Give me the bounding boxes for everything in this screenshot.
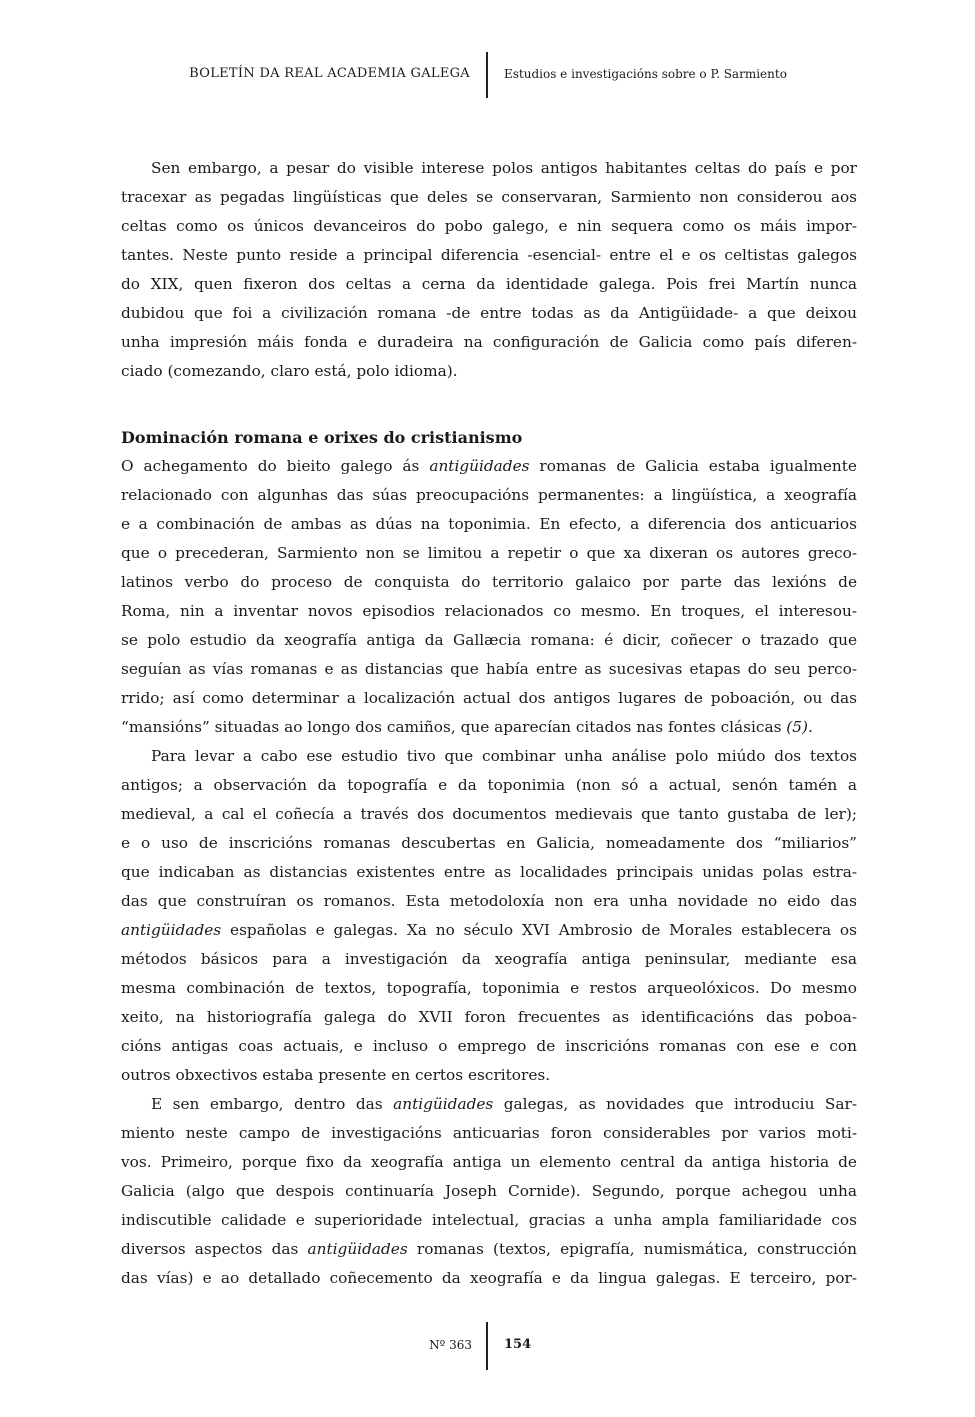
text-line: das que construíran os romanos. Esta metodoloxía non era unha novidade no eido das	[121, 892, 857, 910]
text-line: cións antigas coas actuais, e incluso o emprego de inscricións romanas con ese e con	[121, 1037, 857, 1055]
text-line: miento neste campo de investigacións anticuarias foron considerables por varios moti-	[121, 1124, 857, 1142]
text-line: Roma, nin a inventar novos episodios relacionados co mesmo. En troques, el interesou-	[121, 602, 857, 620]
text-line: das vías) e ao detallado coñecemento da xeografía e da lingua galegas. E terceiro, por-	[121, 1269, 857, 1287]
issue-number: Nº 363	[429, 1338, 472, 1352]
text-line: que o precederan, Sarmiento non se limitou a repetir o que xa dixeran os autores greco-	[121, 544, 857, 562]
text-line: e o uso de inscricións romanas descubertas en Galicia, nomeadamente dos “miliarios”	[121, 834, 857, 852]
italic-term: antigüidades	[393, 1095, 494, 1113]
text-line: do XIX, quen fixeron dos celtas a cerna da identidade galega. Pois frei Martín nunca	[121, 275, 857, 293]
section-heading: Dominación romana e orixes do cristianismo	[121, 428, 523, 447]
italic-term: antigüidades	[429, 457, 530, 475]
text-line: outros obxectivos estaba presente en certos escritores.	[121, 1066, 551, 1084]
text-line: vos. Primeiro, porque fixo da xeografía antiga un elemento central da antiga historia de	[121, 1153, 857, 1171]
text-line: métodos básicos para a investigación da xeografía antiga peninsular, mediante esa	[121, 950, 857, 968]
footer-divider	[486, 1322, 488, 1370]
text-line: E sen embargo, dentro das antigüidades galegas, as novidades que introduciu Sar-	[151, 1095, 857, 1113]
header-divider	[486, 52, 488, 98]
journal-title: BOLETÍN DA REAL ACADEMIA GALEGA	[189, 66, 470, 81]
text-line: rrido; así como determinar a localización actual dos antigos lugares de poboación, ou das	[121, 689, 857, 707]
text-line: diversos aspectos das antigüidades romanas (textos, epigrafía, numismática, construcción	[121, 1240, 858, 1258]
body-text	[121, 154, 857, 1293]
text-line: tantes. Neste punto reside a principal diferencia -esencial- entre el e os celtistas galegos	[121, 246, 857, 264]
italic-term: antigüidades	[307, 1240, 408, 1258]
page-footer	[0, 1322, 975, 1372]
text-line: medieval, a cal el coñecía a través dos documentos medievais que tanto gustaba de ler);	[121, 805, 857, 823]
text-line: O achegamento do bieito galego ás antigüidades romanas de Galicia estaba igualmente	[121, 457, 857, 475]
text-line: mesma combinación de textos, topografía, toponimia e restos arqueolóxicos. Do mesmo	[121, 979, 857, 997]
text-line: “mansións” situadas ao longo dos camiños, que aparecían citados nas fontes clásicas (5).	[121, 718, 813, 736]
text-line: antigos; a observación da topografía e da toponimia (non só a actual, senón tamén a	[121, 776, 857, 794]
text-line: unha impresión máis fonda e duradeira na configuración de Galicia como país diferen-	[121, 333, 857, 351]
text-line: celtas como os únicos devanceiros do pobo galego, e nin sequera como os máis impor-	[121, 217, 857, 235]
italic-term: antigüidades	[121, 921, 222, 939]
text-line: Galicia (algo que despois continuaría Joseph Cornide). Segundo, porque achegou unha	[121, 1182, 857, 1200]
text-line: tracexar as pegadas lingüísticas que deles se conservaran, Sarmiento non considerou aos	[121, 188, 857, 206]
text-line: Para levar a cabo ese estudio tivo que combinar unha análise polo miúdo dos textos	[151, 747, 857, 765]
text-line: antigüidades españolas e galegas. Xa no século XVI Ambrosio de Morales establecera os	[121, 921, 857, 939]
text-line: latinos verbo do proceso de conquista do territorio galaico por parte das lexións de	[121, 573, 857, 591]
text-line: seguían as vías romanas e as distancias que había entre as sucesivas etapas do seu perco-	[121, 660, 857, 678]
text-line: xeito, na historiografía galega do XVII foron frecuentes as identificacións das poboa-	[121, 1008, 857, 1026]
text-line: e a combinación de ambas as dúas na toponimia. En efecto, a diferencia dos anticuarios	[121, 515, 857, 533]
page-number: 154	[504, 1337, 532, 1352]
paragraph-2	[121, 452, 857, 742]
text-line: Sen embargo, a pesar do visible interese polos antigos habitantes celtas do país e por	[151, 159, 857, 177]
text-line: relacionado con algunhas das súas preocupacións permanentes: a lingüística, a xeografía	[121, 486, 857, 504]
text-line: dubidou que foi a civilización romana -de entre todas as da Antigüidade- a que deixou	[121, 304, 857, 322]
running-header	[0, 52, 975, 100]
paragraph-4	[121, 1090, 857, 1293]
footnote-reference: (5).	[786, 718, 813, 736]
text-line: indiscutible calidade e superioridade intelectual, gracias a unha ampla familiaridade cos	[121, 1211, 857, 1229]
section-title: Estudios e investigacións sobre o P. Sarmiento	[504, 67, 787, 81]
text-line: que indicaban as distancias existentes entre as localidades principais unidas polas estra-	[121, 863, 857, 881]
paragraph-1	[121, 154, 857, 386]
text-line: se polo estudio da xeografía antiga da Gallæcia romana: é dicir, coñecer o trazado que	[121, 631, 857, 649]
paragraph-3	[121, 742, 857, 1090]
text-line: ciado (comezando, claro está, polo idioma).	[121, 362, 458, 380]
